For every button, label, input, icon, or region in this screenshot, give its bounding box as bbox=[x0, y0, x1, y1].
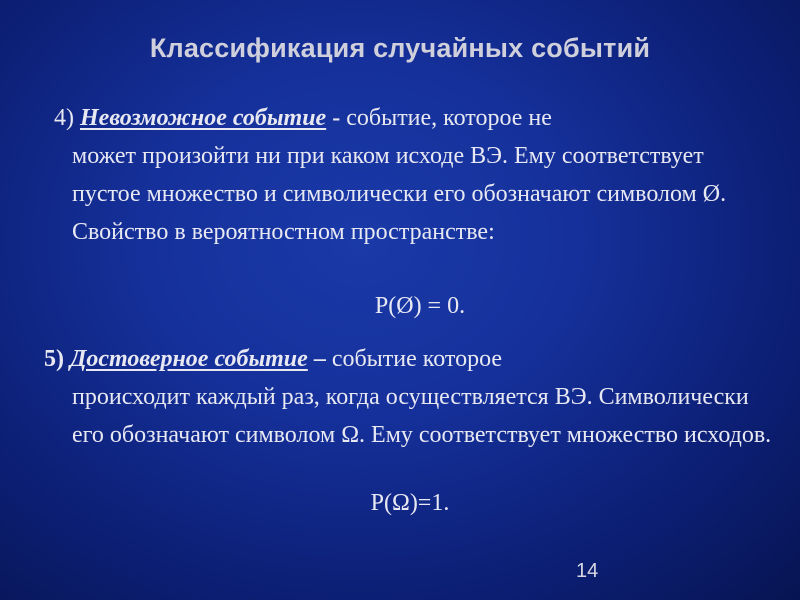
item-4-paragraph bbox=[54, 99, 774, 251]
item-5-number: 5) bbox=[44, 346, 64, 372]
item-4-body: может произойти ни при каком исходе ВЭ. Ему соответствует пустое множество и символически его обозначают символом Ø. Свойство в вероятностном пространстве: bbox=[72, 143, 727, 245]
slide-title: Классификация случайных событий bbox=[149, 33, 651, 63]
item-5-body: происходит каждый раз, когда осуществляется ВЭ. Символически его обозначают символом Ω. Ему соответствует множество исходов. bbox=[72, 384, 772, 448]
item-4-number: 4) bbox=[54, 105, 74, 131]
page-number: 14 bbox=[576, 560, 599, 582]
item-4-dash: - bbox=[326, 105, 347, 131]
item-5-formula: P(Ω)=1. bbox=[370, 490, 450, 516]
item-5-paragraph bbox=[44, 340, 784, 454]
item-4-term: Невозможное событие bbox=[80, 105, 327, 131]
item-5-dash: – bbox=[307, 346, 332, 372]
item-5-term: Достоверное событие bbox=[70, 346, 308, 372]
item-4-formula: P(Ø) = 0. bbox=[374, 293, 466, 319]
item-4-first-line: событие, которое не bbox=[346, 105, 552, 131]
item-5-first-line: событие которое bbox=[331, 346, 503, 372]
